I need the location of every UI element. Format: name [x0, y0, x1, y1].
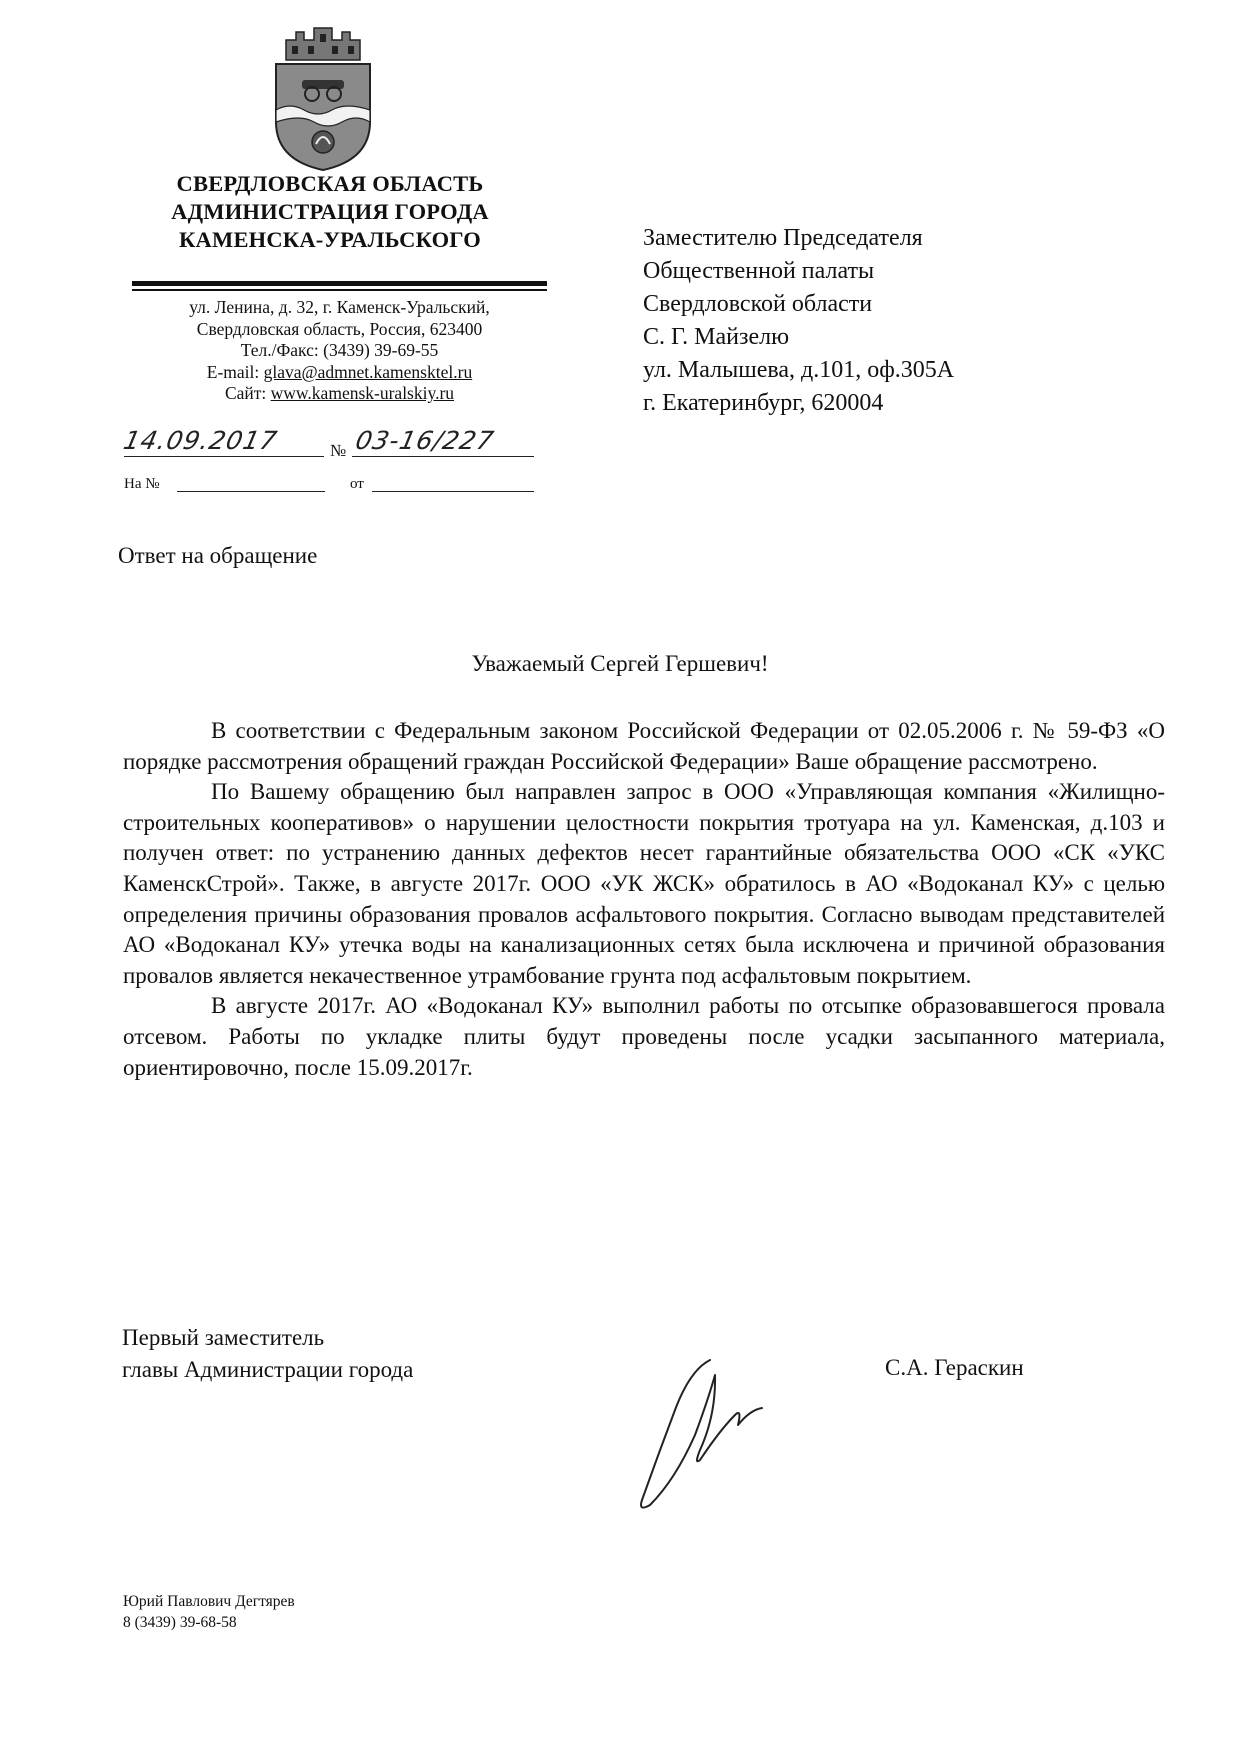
signatory-title — [122, 1322, 413, 1386]
letter-subject: Ответ на обращение — [118, 543, 318, 568]
address-line: Свердловская область, Россия, 623400 — [196, 318, 483, 339]
from-label: от — [350, 476, 364, 492]
ref-underline — [177, 491, 325, 492]
number-underline — [352, 456, 534, 457]
phone-value: (3439) 39-69-55 — [323, 340, 439, 360]
signatory-title-line: главы Администрации города — [122, 1357, 414, 1382]
phone-label: Тел./Факс: — [240, 340, 319, 360]
letter-greeting: Уважаемый Сергей Гершевич! — [471, 651, 769, 676]
letterhead-divider-thick — [132, 281, 547, 286]
recipient-line: г. Екатеринбург, 620004 — [643, 390, 884, 416]
ref-label: На № — [124, 476, 160, 492]
from-underline — [372, 491, 534, 492]
site-label: Сайт: — [224, 383, 267, 403]
letter-body — [123, 716, 1165, 1083]
body-paragraph: В соответствии с Федеральным законом Российской Федерации от 02.05.2006 г. № 59-ФЗ «О порядке рассмотрения обращений граждан Российской Федерации» Ваше обращение рассмотрено. — [123, 718, 1165, 774]
org-line: КАМЕНСКА-УРАЛЬСКОГО — [179, 227, 481, 252]
registration-date: 14.09.2017 — [120, 426, 281, 455]
email-label: E-mail: — [206, 361, 260, 382]
signatory-title-line: Первый заместитель — [122, 1325, 325, 1350]
email-link[interactable]: glava@admnet.kamensktel.ru — [263, 361, 473, 382]
recipient-line: Свердловской области — [643, 291, 873, 317]
recipient-block — [643, 222, 954, 420]
executor-phone: 8 (3439) 39-68-58 — [123, 1614, 237, 1631]
recipient-line: Заместителю Председателя — [643, 225, 923, 251]
site-line — [132, 383, 547, 405]
executor-info — [123, 1591, 295, 1633]
handwritten-signature — [620, 1340, 780, 1520]
letterhead-address — [132, 297, 547, 405]
letterhead-divider-thin — [132, 289, 547, 291]
org-line: АДМИНИСТРАЦИЯ ГОРОДА — [171, 199, 489, 224]
number-sign: № — [330, 441, 347, 460]
registration-number: 03-16/227 — [352, 426, 497, 455]
coat-of-arms-emblem — [268, 22, 378, 172]
organization-name — [140, 170, 520, 254]
body-paragraph: По Вашему обращению был направлен запрос в ООО «Управляющая компания «Жилищно-строительных кооперативов» о нарушении целостности покрытия тротуара на ул. Каменская, д.103 и получен ответ: по устранению данных дефектов несет гарантийные обязательства ООО «СК «УКС КаменскСтрой». Также, в августе 2017г. ООО «УК ЖСК» обратилось в АО «Водоканал КУ» с целью определения причины образования провалов асфальтового покрытия. Согласно выводам представителей АО «Водоканал КУ» утечка воды на канализационных сетях была исключена и причиной образования провалов является некачественное утрамбование грунта под асфальтовым покрытием. — [123, 779, 1165, 988]
email-line — [132, 362, 547, 384]
address-line: ул. Ленина, д. 32, г. Каменск-Уральский, — [189, 297, 490, 317]
org-line: СВЕРДЛОВСКАЯ ОБЛАСТЬ — [176, 171, 484, 196]
phone-line — [132, 340, 547, 362]
signatory-name: С.А. Гераскин — [885, 1355, 1024, 1380]
body-paragraph: В августе 2017г. АО «Водоканал КУ» выполнил работы по отсыпке образовавшегося провала отсевом. Работы по укладке плиты будут проведены после усадки засыпанного материала, ориентировочно, после 15.09.2017г. — [123, 993, 1165, 1080]
recipient-line: ул. Малышева, д.101, оф.305А — [643, 357, 955, 383]
recipient-line: Общественной палаты — [643, 258, 875, 284]
date-underline — [124, 456, 324, 457]
recipient-line: С. Г. Майзелю — [643, 324, 790, 350]
executor-name: Юрий Павлович Дегтярев — [123, 1593, 295, 1610]
site-link[interactable]: www.kamensk-uralskiy.ru — [270, 383, 455, 403]
